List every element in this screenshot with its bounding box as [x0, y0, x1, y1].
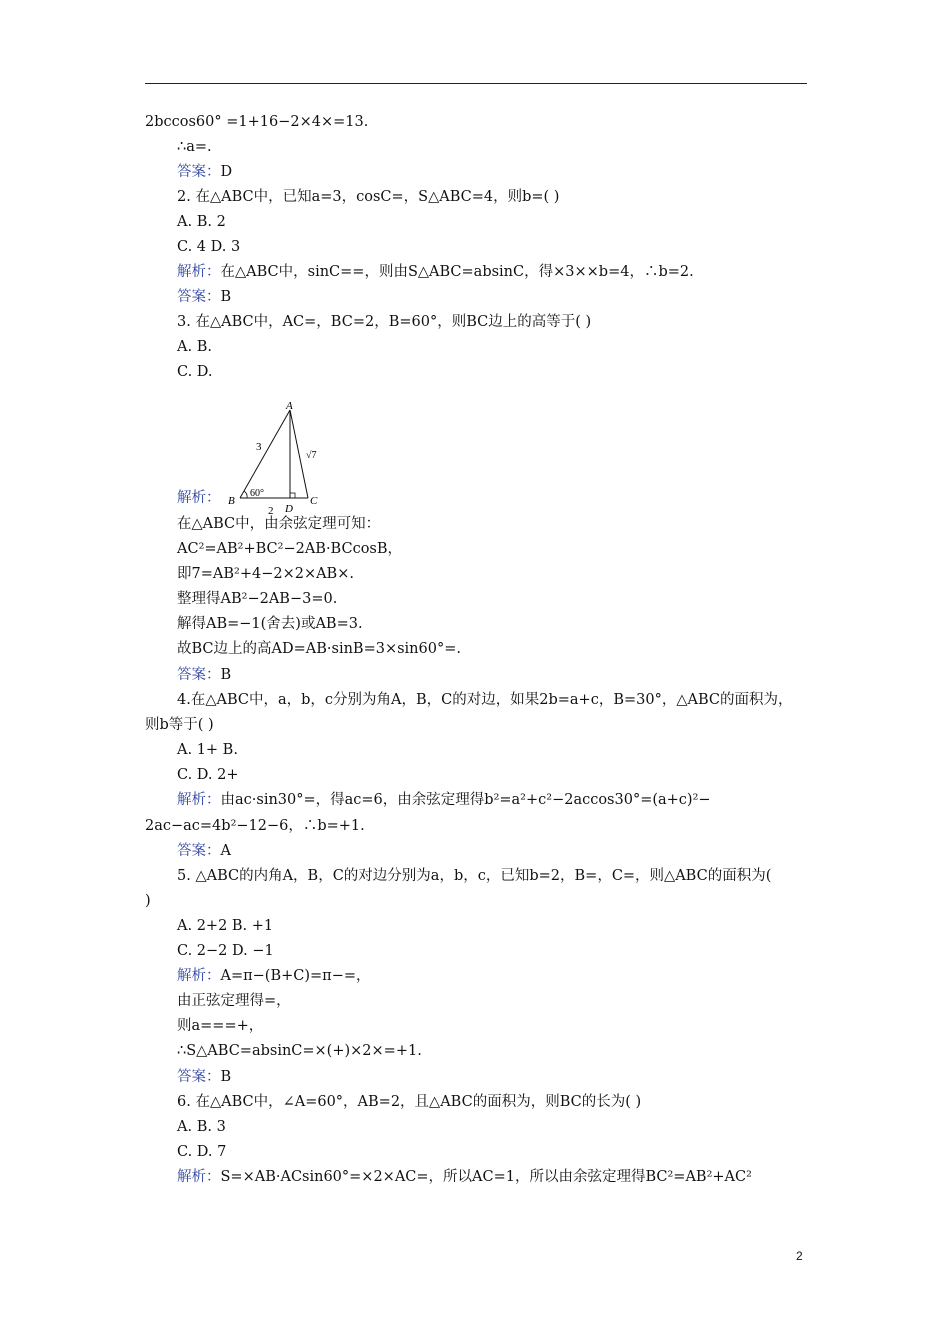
line-text: AC²=AB²+BC²−2AB·BCcosB， — [177, 541, 403, 557]
line-text: B — [220, 1069, 232, 1085]
triangle-figure — [222, 398, 322, 516]
line-text: 4.在△ABC中，a，b，c分别为角A，B，C的对边，如果2b=a+c，B=30°，△ABC的面积为， — [177, 692, 793, 708]
line-text: 由正弦定理得=， — [177, 993, 291, 1009]
line-text: 则a===+， — [177, 1018, 264, 1034]
answer-label: 答案： — [177, 667, 221, 683]
line-text: S=×AB·ACsin60°=×2×AC=，所以AC=1，所以由余弦定理得BC²=AB²+AC² — [220, 1169, 752, 1185]
line-text: A=π−(B+C)=π−=， — [220, 968, 371, 984]
line-text: 则b等于( ) — [145, 717, 214, 733]
text-line — [177, 312, 591, 332]
answer-label: 答案： — [177, 289, 221, 305]
label-side-bd: 2 — [268, 505, 274, 516]
text-line — [177, 1016, 263, 1036]
side-ab — [240, 410, 290, 498]
answer-label: 答案： — [177, 843, 221, 859]
line-text: A. 1+ B. — [177, 742, 238, 758]
line-text: C. D. — [177, 364, 213, 380]
line-text: D — [220, 164, 233, 180]
line-text: C. 4 D. 3 — [177, 239, 241, 255]
line-text: 由ac·sin30°=，得ac=6，由余弦定理得b²=a²+c²−2accos30°=(a+c)²− — [220, 792, 711, 808]
text-line — [177, 514, 380, 534]
text-line — [177, 237, 240, 257]
text-line — [177, 639, 461, 659]
label-angle-b: 60° — [250, 488, 264, 499]
text-line — [177, 916, 273, 936]
solution-line — [177, 966, 371, 986]
answer-label: 解析： — [177, 1169, 221, 1185]
line-text: A. B. — [177, 339, 212, 355]
text-line — [177, 564, 354, 584]
answer-label: 答案： — [177, 164, 221, 180]
text-line — [177, 539, 402, 559]
line-text: ) — [145, 893, 151, 909]
line-text: C. 2−2 D. −1 — [177, 943, 274, 959]
text-line — [177, 337, 212, 357]
answer-label: 解析： — [177, 792, 221, 808]
text-line — [177, 1142, 226, 1162]
line-text: 整理得AB²−2AB−3=0. — [177, 591, 338, 607]
line-text: B — [220, 289, 232, 305]
text-line — [177, 866, 771, 886]
line-text: C. D. 2+ — [177, 767, 239, 783]
solution-line — [177, 287, 231, 307]
line-text: 5. △ABC的内角A，B，C的对边分别为a，b，c，已知b=2，B=，C=，则△ABC的面积为( — [177, 868, 772, 884]
header-rule — [145, 83, 807, 84]
line-text: 2bccos60° =1+16−2×4×=13. — [145, 114, 369, 130]
text-line — [145, 112, 368, 132]
text-line — [177, 362, 213, 382]
label-b: B — [228, 495, 235, 507]
text-line — [177, 212, 226, 232]
text-line — [177, 589, 337, 609]
answer-label: 答案： — [177, 1069, 221, 1085]
solution-line — [177, 790, 711, 810]
answer-label: 解析： — [177, 264, 221, 280]
line-text: 3. 在△ABC中，AC=，BC=2，B=60°，则BC边上的高等于( ) — [177, 314, 592, 330]
solution-line — [177, 1167, 752, 1187]
line-text: ∴a=. — [177, 139, 212, 155]
line-text: A. 2+2 B. +1 — [177, 918, 274, 934]
angle-arc — [244, 491, 247, 498]
line-text: 解得AB=−1(舍去)或AB=3. — [177, 616, 363, 632]
answer-label: 解析： — [177, 968, 221, 984]
text-line — [177, 765, 239, 785]
text-line — [177, 1041, 422, 1061]
text-line — [145, 715, 214, 735]
solution-line — [177, 262, 694, 282]
text-line — [177, 690, 792, 710]
label-a: A — [286, 400, 293, 412]
label-side-ab: 3 — [256, 441, 262, 453]
line-text: A. B. 3 — [177, 1119, 226, 1135]
solution-line — [177, 488, 221, 508]
text-line — [145, 891, 151, 911]
solution-line — [177, 665, 231, 685]
line-text: 6. 在△ABC中，∠A=60°，AB=2，且△ABC的面积为，则BC的长为( ) — [177, 1094, 642, 1110]
text-line — [177, 941, 274, 961]
answer-label: 解析： — [177, 490, 221, 506]
line-text: 即7=AB²+4−2×2×AB×. — [177, 566, 354, 582]
line-text: 故BC边上的高AD=AB·sinB=3×sin60°=. — [177, 641, 461, 657]
text-line — [177, 740, 238, 760]
right-angle-mark — [290, 493, 295, 498]
line-text: 在△ABC中，由余弦定理可知： — [177, 516, 381, 532]
line-text: C. D. 7 — [177, 1144, 227, 1160]
label-side-ac: √7 — [306, 450, 317, 461]
text-line — [177, 137, 212, 157]
text-line — [177, 1117, 226, 1137]
line-text: A. B. 2 — [177, 214, 226, 230]
solution-line — [177, 162, 232, 182]
text-line — [177, 187, 559, 207]
text-line — [177, 991, 291, 1011]
line-text: B — [220, 667, 232, 683]
solution-line — [177, 841, 231, 861]
line-text: 2. 在△ABC中，已知a=3，cosC=，S△ABC=4，则b=( ) — [177, 189, 560, 205]
text-line — [177, 1092, 641, 1112]
text-line — [177, 614, 363, 634]
line-text: 在△ABC中，sinC==，则由S△ABC=absinC，得×3××b=4，∴b=2. — [220, 264, 694, 280]
line-text: A — [220, 843, 231, 859]
page-number: 2 — [796, 1249, 803, 1263]
line-text: 2ac−ac=4b²−12−6，∴b=+1. — [145, 818, 365, 834]
solution-line — [177, 1067, 231, 1087]
label-c: C — [310, 495, 318, 507]
text-line — [145, 816, 365, 836]
label-d: D — [285, 503, 293, 515]
line-text: ∴S△ABC=absinC=×(+)×2×=+1. — [177, 1043, 422, 1059]
